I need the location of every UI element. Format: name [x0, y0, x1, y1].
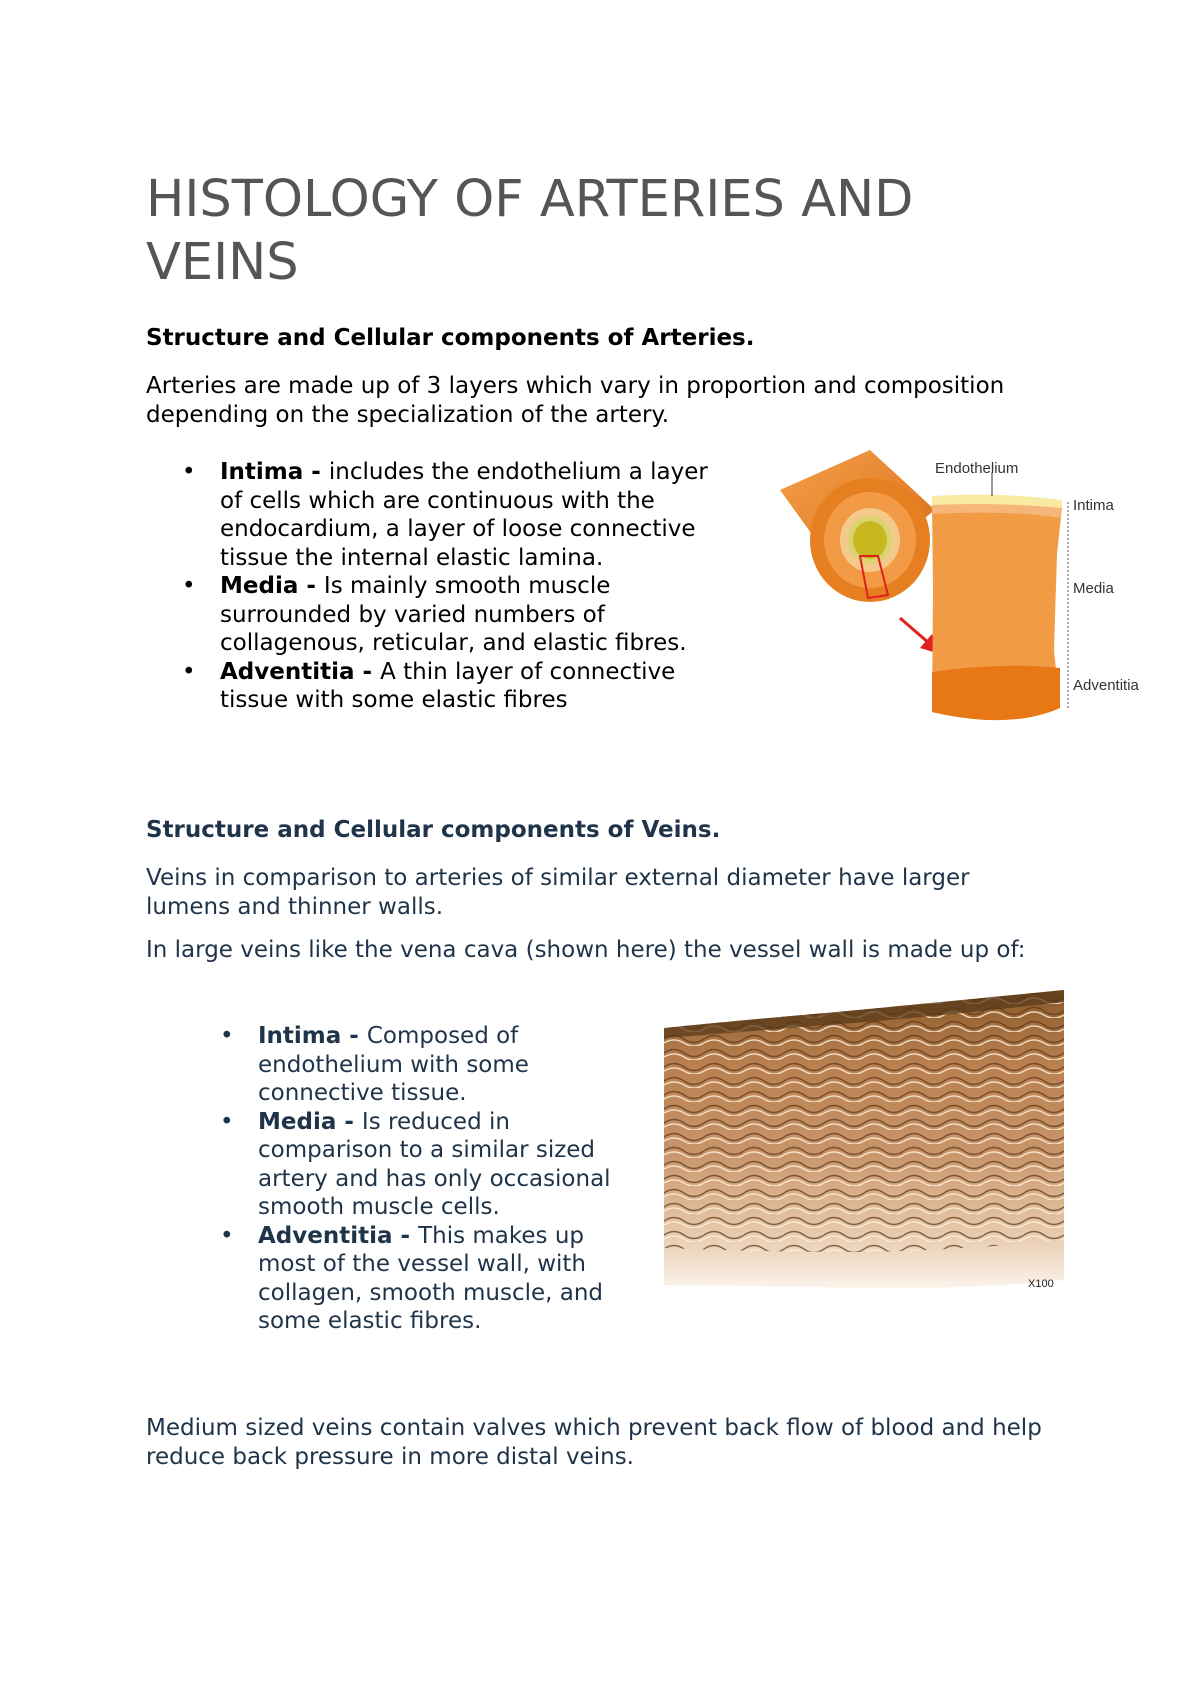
list-item — [182, 572, 720, 658]
label-media: Media — [1073, 580, 1114, 597]
list-item — [220, 1022, 638, 1108]
layer-term: Media — [220, 573, 299, 599]
label-adventitia: Adventitia — [1073, 677, 1139, 694]
magnification-label: X100 — [1028, 1278, 1054, 1290]
vena-cava-micrograph — [664, 990, 1064, 1300]
layer-separator: - — [336, 1108, 362, 1135]
layer-description: Is mainly smooth muscle surrounded by varied numbers of collagenous, reticular, and elastic fibres. — [220, 573, 687, 656]
veins-paragraph-2: In large veins like the vena cava (shown here) the vessel wall is made up of: — [146, 937, 1026, 963]
bullet-icon: • — [220, 1222, 234, 1249]
artery-diagram — [760, 450, 1160, 730]
veins-closing: Medium sized veins contain valves which prevent back flow of blood and help reduce back pressure in more distal veins. — [146, 1415, 1042, 1470]
page-title: HISTOLOGY OF ARTERIES AND VEINS — [146, 170, 914, 292]
list-item — [182, 458, 720, 572]
micrograph-graphic — [664, 990, 1064, 1300]
list-item — [220, 1222, 638, 1336]
label-endothelium: Endothelium — [935, 460, 1019, 477]
layer-separator: - — [341, 1023, 367, 1049]
layer-term: Intima — [220, 459, 304, 485]
bullet-icon: • — [182, 459, 196, 485]
arteries-heading: Structure and Cellular components of Arteries. — [146, 325, 755, 351]
layer-description: Composed of endothelium with some connective tissue. — [258, 1023, 529, 1106]
bullet-icon: • — [220, 1108, 234, 1135]
layer-description: Is reduced in comparison to a similar sized artery and has only occasional smooth muscle cells. — [258, 1108, 611, 1220]
layer-separator: - — [392, 1222, 419, 1249]
artery-diagram-graphic — [760, 450, 1160, 730]
layer-description: This makes up most of the vessel wall, with collagen, smooth muscle, and some elastic fibres. — [258, 1222, 604, 1334]
wedge-adventitia — [932, 666, 1060, 720]
list-item — [182, 658, 720, 715]
layer-separator: - — [354, 658, 381, 685]
bullet-icon: • — [182, 573, 196, 599]
layer-description: includes the endothelium a layer of cells which are continuous with the endocardium, a layer of loose connective tissue the internal elastic lamina. — [220, 459, 708, 571]
bullet-icon: • — [220, 1023, 234, 1049]
layer-term: Intima — [258, 1023, 342, 1049]
arteries-intro: Arteries are made up of 3 layers which vary in proportion and composition depending on the specialization of the artery. — [146, 373, 1005, 428]
tube-lumen — [853, 521, 887, 559]
label-intima: Intima — [1073, 497, 1114, 514]
layer-term: Adventitia — [220, 658, 355, 685]
layer-description: A thin layer of connective tissue with some elastic fibres — [220, 658, 676, 713]
veins-heading: Structure and Cellular components of Veins. — [146, 817, 721, 843]
zoom-arrow — [900, 618, 930, 644]
layer-term: Media — [258, 1108, 337, 1135]
layer-term: Adventitia — [258, 1222, 393, 1249]
layer-separator: - — [298, 573, 324, 599]
arteries-layer-list — [182, 458, 720, 715]
list-item — [220, 1108, 638, 1222]
veins-layer-list — [220, 1022, 638, 1336]
bullet-icon: • — [182, 658, 196, 685]
layer-separator: - — [303, 459, 329, 485]
veins-paragraph-1: Veins in comparison to arteries of similar external diameter have larger lumens and thinner walls. — [146, 865, 970, 920]
